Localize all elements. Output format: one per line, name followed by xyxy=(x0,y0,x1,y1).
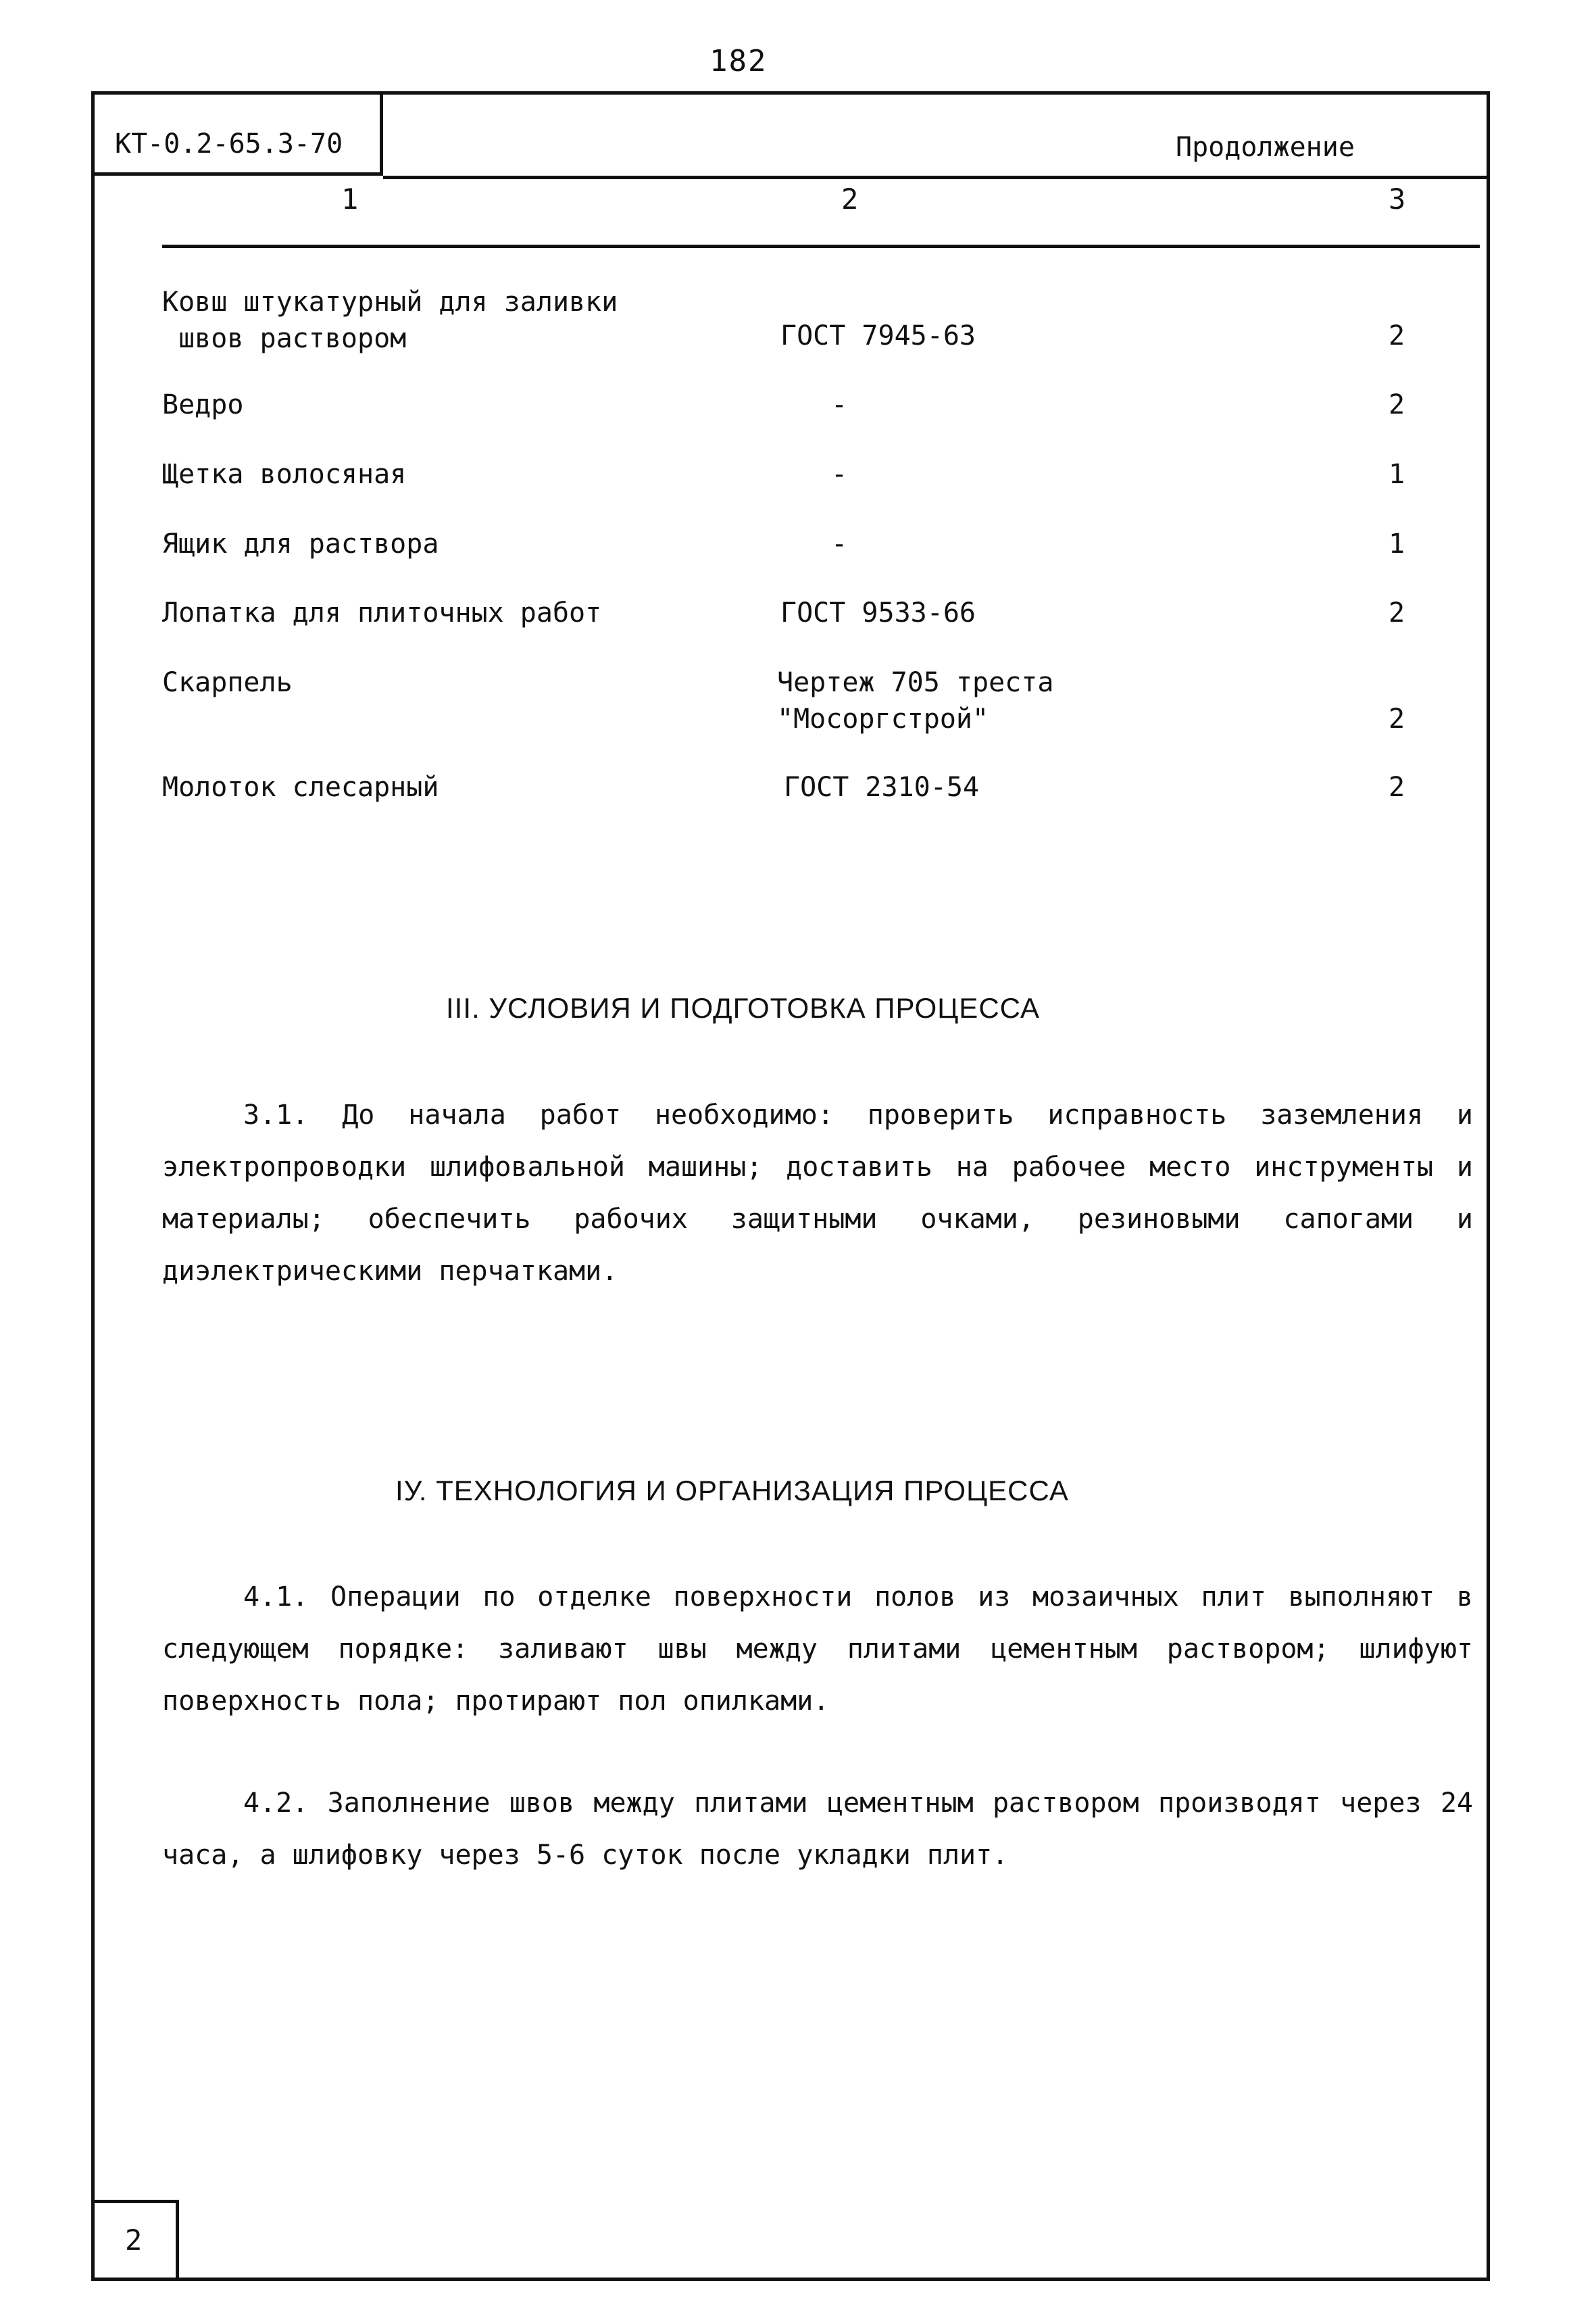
page-number: 182 xyxy=(709,44,768,78)
table-row-1-qty: 2 xyxy=(1389,320,1405,351)
section-3-title: III. УСЛОВИЯ И ПОДГОТОВКА ПРОЦЕССА xyxy=(446,992,1041,1024)
header-rule xyxy=(383,176,1490,179)
table-row-4-standard: - xyxy=(831,528,848,560)
table-row-7-qty: 2 xyxy=(1389,772,1405,803)
paragraph-4-2: 4.2. Заполнение швов между плитами цементным раствором производят через 24 часа, а шлифовку через 5-6 суток после укладки плит. xyxy=(162,1788,1473,1871)
table-row-6-qty: 2 xyxy=(1389,704,1405,735)
table-row-4-name: Ящик для раствора xyxy=(162,528,439,560)
table-row-2-name: Ведро xyxy=(162,389,244,420)
table-row-7-name: Молоток слесарный xyxy=(162,772,439,803)
column-number-1: 1 xyxy=(341,182,359,216)
table-row-3-qty: 1 xyxy=(1389,459,1405,490)
table-row-4-qty: 1 xyxy=(1389,528,1405,560)
column-number-2: 2 xyxy=(841,182,859,216)
table-header-rule xyxy=(162,245,1480,248)
table-row-3-standard: - xyxy=(831,459,848,490)
section-4-title: IУ. ТЕХНОЛОГИЯ И ОРГАНИЗАЦИЯ ПРОЦЕССА xyxy=(395,1475,1069,1506)
paragraph-3-1: 3.1. До начала работ необходимо: проверить исправность заземления и электропроводки шлифовальной машины; доставить на рабочее место инструменты и материалы; обеспечить рабочих защитными очками, резиновыми сапогами и диэлектрическими перчатками. xyxy=(162,1100,1473,1287)
sheet-number: 2 xyxy=(125,2223,143,2257)
table-row-6-name: Скарпель xyxy=(162,667,293,698)
table-row-7-standard: ГОСТ 2310-54 xyxy=(784,772,979,803)
table-row-1-standard: ГОСТ 7945-63 xyxy=(780,320,976,351)
table-row-5-qty: 2 xyxy=(1389,597,1405,629)
table-row-2-standard: - xyxy=(831,389,848,420)
paragraph-4-1: 4.1. Операции по отделке поверхности полов из мозаичных плит выполняют в следующем порядке: заливают швы между плитами цементным раствором; шлифуют поверхность пола; протирают пол опилками. xyxy=(162,1581,1473,1717)
table-row-1-name: Ковш штукатурный для заливки швов раствором xyxy=(162,287,618,354)
table-row-6-standard: Чертеж 705 треста "Мосоргстрой" xyxy=(777,667,1054,735)
document-code: КТ-0.2-65.3-70 xyxy=(115,128,343,159)
column-number-3: 3 xyxy=(1389,182,1406,216)
table-row-2-qty: 2 xyxy=(1389,389,1405,420)
table-row-5-standard: ГОСТ 9533-66 xyxy=(780,597,976,629)
table-row-3-name: Щетка волосяная xyxy=(162,459,407,490)
continuation-label: Продолжение xyxy=(1176,132,1355,163)
table-row-5-name: Лопатка для плиточных работ xyxy=(162,597,602,629)
